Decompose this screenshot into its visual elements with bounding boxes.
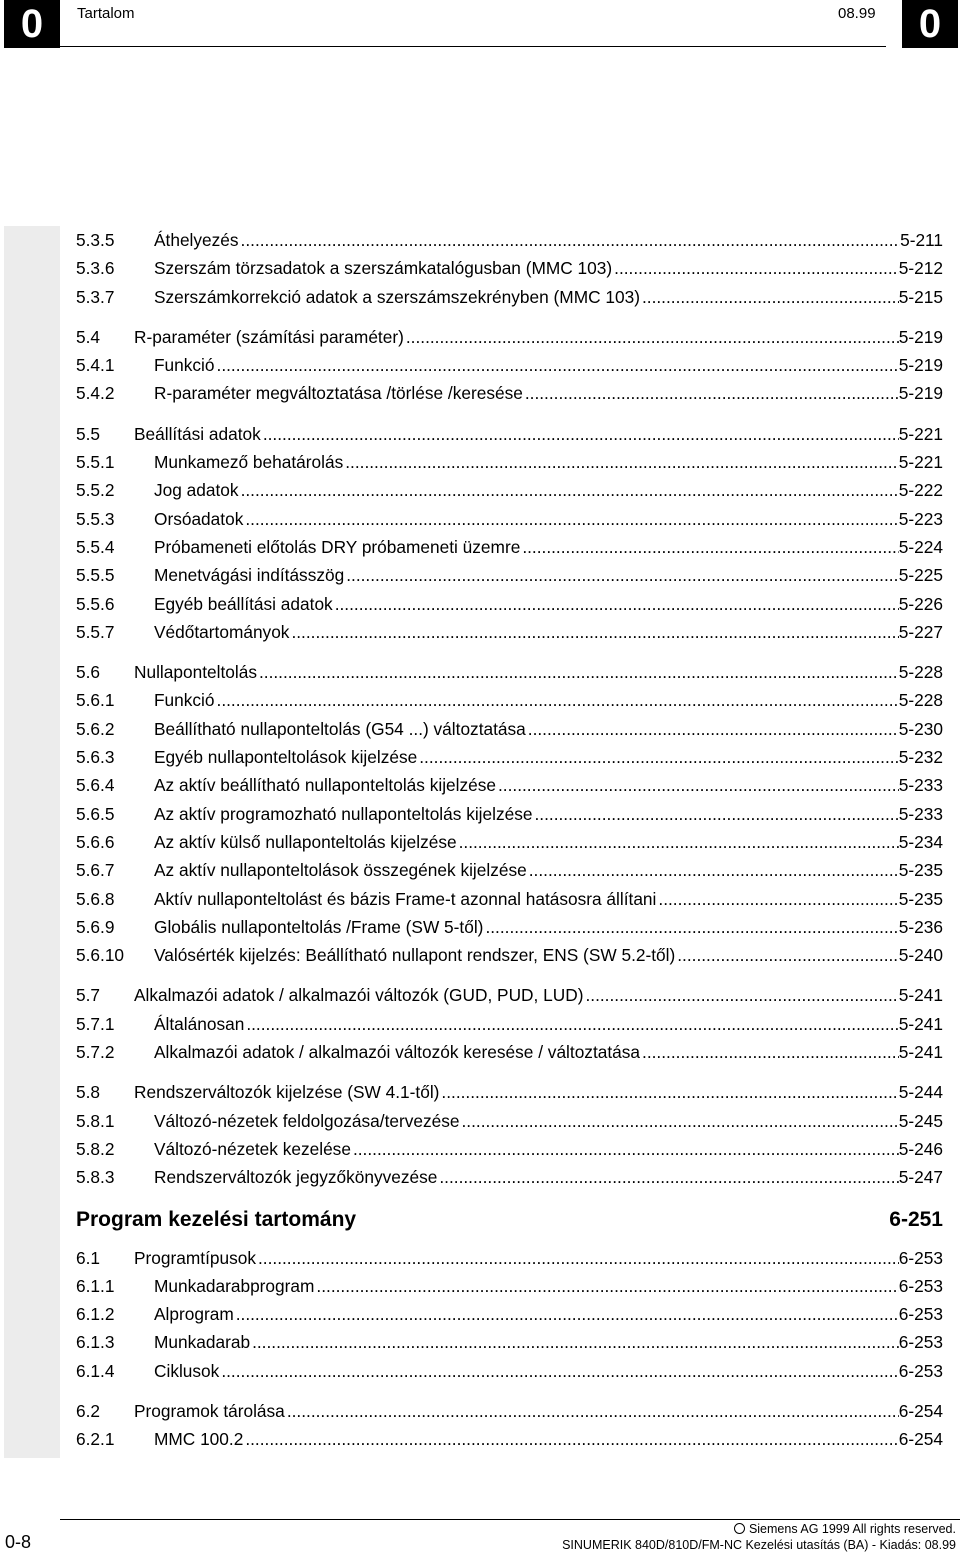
toc-gap (76, 311, 943, 323)
toc-leader-dots (221, 1357, 898, 1385)
toc-leader-dots (528, 715, 899, 743)
toc-entry-page: 5-233 (898, 775, 943, 796)
toc-leader-dots (485, 913, 898, 941)
toc-entry[interactable] (76, 1010, 943, 1038)
toc-entry-page: 5-241 (898, 985, 943, 1006)
toc-leader-dots (525, 379, 899, 407)
toc-entry-number: 5.6.2 (76, 718, 115, 739)
toc-entry-number: 5.6.9 (76, 916, 115, 937)
toc-entry-title: Védőtartományok (154, 618, 291, 646)
toc-entry-title: Globális nullaponteltolás /Frame (SW 5-től) (154, 913, 485, 941)
toc-entry-number: 5.7.2 (76, 1042, 115, 1063)
toc-entry[interactable] (76, 856, 943, 884)
toc-entry-page: 5-223 (898, 508, 943, 529)
toc-entry-page: 5-222 (898, 480, 943, 501)
toc-leader-dots (419, 743, 899, 771)
toc-entry[interactable] (76, 800, 943, 828)
toc-entry[interactable] (76, 771, 943, 799)
toc-entry-number: 5.3.5 (76, 230, 115, 250)
toc-leader-dots (258, 1244, 899, 1272)
toc-entry[interactable] (76, 379, 943, 407)
toc-entry-title: Orsóadatok (154, 505, 245, 533)
toc-entry-title: Munkamező behatárolás (154, 448, 345, 476)
toc-entry[interactable] (76, 226, 943, 254)
toc-leader-dots (217, 686, 899, 714)
toc-entry-number: 5.7.1 (76, 1013, 115, 1034)
toc-entry[interactable] (76, 1038, 943, 1066)
toc-entry-title: Beállítási adatok (134, 420, 263, 448)
toc-entry-number: 6.1.1 (76, 1275, 115, 1296)
toc-entry[interactable] (76, 254, 943, 282)
toc-entry-page: 5-232 (898, 747, 943, 768)
toc-entry-page: 6-253 (898, 1304, 943, 1325)
toc-entry-title: Rendszerváltozók jegyzőkönyvezése (154, 1163, 439, 1191)
toc-entry-number: 5.3.6 (76, 258, 115, 279)
toc-entry-title: Az aktív programozható nullaponteltolás kijelzése (154, 800, 534, 828)
toc-leader-dots (345, 448, 899, 476)
toc-leader-dots (406, 323, 899, 351)
toc-gap (76, 646, 943, 658)
header-section-title: Tartalom (77, 5, 135, 22)
toc-entry-number: 5.8.2 (76, 1138, 115, 1159)
toc-leader-dots (259, 658, 899, 686)
toc-entry-page: 5-228 (898, 662, 943, 683)
toc-entry-page: 5-240 (898, 945, 943, 966)
toc-entry[interactable] (76, 1272, 943, 1300)
toc-leader-dots (316, 1272, 898, 1300)
toc-entry-title: MMC 100.2 (154, 1425, 245, 1453)
toc-entry-page: 5-224 (898, 536, 943, 557)
toc-entry-title: R-paraméter (számítási paraméter) (134, 323, 406, 351)
toc-entry-page: 5-212 (898, 258, 943, 279)
toc-entry[interactable] (76, 1357, 943, 1385)
toc-entry-page: 5-245 (898, 1110, 943, 1131)
toc-leader-dots (246, 1010, 898, 1038)
toc-leader-dots (439, 1163, 898, 1191)
toc-leader-dots (346, 561, 899, 589)
toc-entry[interactable] (76, 1397, 943, 1425)
toc-entry[interactable] (76, 1078, 943, 1106)
toc-entry[interactable] (76, 828, 943, 856)
toc-entry[interactable] (76, 283, 943, 311)
toc-entry-number: 5.4.1 (76, 355, 115, 376)
toc-leader-dots (245, 1425, 898, 1453)
toc-leader-dots (498, 771, 899, 799)
toc-entry-page: 5-221 (898, 423, 943, 444)
toc-entry-page: 5-235 (898, 860, 943, 881)
toc-entry[interactable] (76, 686, 943, 714)
margin-strip (4, 226, 60, 1458)
toc-entry[interactable] (76, 715, 943, 743)
toc-entry[interactable] (76, 913, 943, 941)
toc-entry-number: 5.5.6 (76, 593, 115, 614)
table-of-contents (76, 226, 943, 1454)
toc-entry-number: 5.5.4 (76, 536, 115, 557)
toc-entry-number: 6.2.1 (76, 1429, 115, 1450)
toc-entry-number: 5.5.3 (76, 508, 115, 529)
toc-entry[interactable] (76, 941, 943, 969)
toc-entry-number: 5.7 (76, 985, 101, 1006)
toc-entry-page: 5-225 (898, 565, 943, 586)
toc-leader-dots (522, 533, 898, 561)
toc-entry[interactable] (76, 351, 943, 379)
toc-entry[interactable] (76, 618, 943, 646)
toc-entry-page: 6-253 (898, 1247, 943, 1268)
toc-gap (76, 969, 943, 981)
toc-entry-number: 5.4 (76, 326, 101, 347)
toc-entry-title: Funkció (154, 686, 217, 714)
toc-entry-page: 5-215 (898, 286, 943, 307)
toc-entry-page: 5-246 (898, 1138, 943, 1159)
toc-entry-number: 6.1.2 (76, 1304, 115, 1325)
toc-entry-title: Az aktív beállítható nullaponteltolás kijelzése (154, 771, 498, 799)
toc-entry-number: 5.5.7 (76, 621, 115, 642)
toc-leader-dots (241, 226, 901, 254)
toc-entry-number: 6.1 (76, 1247, 101, 1268)
chapter-box-right: 0 (902, 0, 958, 48)
toc-entry-title: Alkalmazói adatok / alkalmazói változók keresése / változtatása (154, 1038, 642, 1066)
toc-entry-number: 6.1.4 (76, 1360, 115, 1381)
toc-entry[interactable] (76, 1328, 943, 1356)
toc-entry-title: Áthelyezés (154, 226, 241, 254)
toc-entry-page: 5-241 (898, 1042, 943, 1063)
toc-entry-title: Beállítható nullaponteltolás (G54 ...) változtatása (154, 715, 528, 743)
toc-entry-title: Az aktív külső nullaponteltolás kijelzése (154, 828, 459, 856)
toc-entry[interactable] (76, 561, 943, 589)
header-date: 08.99 (838, 5, 876, 22)
header-rule (60, 46, 886, 47)
toc-entry[interactable] (76, 448, 943, 476)
toc-entry-title: Munkadarab (154, 1328, 252, 1356)
toc-entry-page: 5-219 (898, 355, 943, 376)
toc-entry-page: 5-219 (898, 383, 943, 404)
toc-entry[interactable] (76, 658, 943, 686)
toc-leader-dots (291, 618, 898, 646)
copyright-icon (734, 1523, 745, 1534)
toc-chapter-heading[interactable] (76, 1200, 943, 1240)
toc-entry-number: 5.8 (76, 1082, 101, 1103)
toc-entry-number: 5.6.3 (76, 747, 115, 768)
toc-entry-number: 5.6.5 (76, 803, 115, 824)
toc-entry-title: Jog adatok (154, 476, 241, 504)
toc-entry-title: Alkalmazói adatok / alkalmazói változók (GUD, PUD, LUD) (134, 981, 585, 1009)
toc-entry-number: 5.6.1 (76, 690, 115, 711)
toc-leader-dots (614, 254, 899, 282)
footer-rule (60, 1519, 960, 1520)
toc-entry-page: 5-211 (900, 230, 943, 250)
toc-entry[interactable] (76, 505, 943, 533)
toc-entry-number: 5.6 (76, 662, 101, 683)
toc-entry-number: 5.6.10 (76, 945, 125, 966)
chapter-page: 6-251 (889, 1207, 943, 1231)
toc-leader-dots (217, 351, 899, 379)
toc-entry-title: Munkadarabprogram (154, 1272, 316, 1300)
toc-entry-number: 5.4.2 (76, 383, 115, 404)
toc-leader-dots (252, 1328, 899, 1356)
toc-leader-dots (585, 981, 898, 1009)
toc-leader-dots (287, 1397, 899, 1425)
toc-entry-number: 5.6.8 (76, 888, 115, 909)
toc-entry-title: Rendszerváltozók kijelzése (SW 4.1-től) (134, 1078, 441, 1106)
footer-copyright (734, 1522, 956, 1536)
toc-entry-number: 6.2 (76, 1400, 101, 1421)
toc-entry-number: 5.6.6 (76, 831, 115, 852)
toc-entry-page: 6-254 (898, 1400, 943, 1421)
toc-entry-title: Alprogram (154, 1300, 236, 1328)
toc-entry-title: Változó-nézetek kezelése (154, 1135, 353, 1163)
toc-entry-number: 5.5.2 (76, 480, 115, 501)
toc-entry-number: 5.5 (76, 423, 101, 444)
toc-entry-title: Változó-nézetek feldolgozása/tervezése (154, 1107, 462, 1135)
toc-entry-title: Nullaponteltolás (134, 658, 259, 686)
toc-entry[interactable] (76, 476, 943, 504)
toc-entry-title: Egyéb nullaponteltolások kijelzése (154, 743, 419, 771)
toc-leader-dots (441, 1078, 898, 1106)
toc-entry-number: 5.5.5 (76, 565, 115, 586)
toc-entry[interactable] (76, 533, 943, 561)
toc-entry-title: Általánosan (154, 1010, 246, 1038)
toc-entry-title: Szerszámkorrekció adatok a szerszámszekrényben (MMC 103) (154, 283, 642, 311)
toc-entry[interactable] (76, 743, 943, 771)
toc-entry-number: 5.5.1 (76, 452, 115, 473)
chapter-box-left: 0 (4, 0, 60, 48)
toc-entry[interactable] (76, 1244, 943, 1272)
toc-entry-page: 6-253 (898, 1275, 943, 1296)
toc-entry-number: 6.1.3 (76, 1332, 115, 1353)
toc-entry[interactable] (76, 323, 943, 351)
toc-leader-dots (353, 1135, 899, 1163)
toc-entry[interactable] (76, 885, 943, 913)
toc-entry-title: Menetvágási indításszög (154, 561, 346, 589)
toc-entry-title: Aktív nullaponteltolást és bázis Frame-t azonnal hatásosra állítani (154, 885, 658, 913)
toc-entry-title: Valósérték kijelzés: Beállítható nullapont rendszer, ENS (SW 5.2-től) (154, 941, 677, 969)
toc-entry-page: 5-221 (898, 452, 943, 473)
footer-doc-title: SINUMERIK 840D/810D/FM-NC Kezelési utasítás (BA) - Kiadás: 08.99 (562, 1538, 956, 1552)
toc-entry-page: 5-227 (898, 621, 943, 642)
toc-entry-title: R-paraméter megváltoztatása /törlése /keresése (154, 379, 525, 407)
toc-entry-page: 5-247 (898, 1167, 943, 1188)
toc-entry[interactable] (76, 420, 943, 448)
toc-entry-number: 5.6.4 (76, 775, 115, 796)
toc-entry-title: Szerszám törzsadatok a szerszámkatalógusban (MMC 103) (154, 254, 614, 282)
toc-leader-dots (462, 1107, 899, 1135)
toc-leader-dots (245, 505, 898, 533)
toc-entry[interactable] (76, 590, 943, 618)
toc-gap (76, 1385, 943, 1397)
toc-entry[interactable] (76, 1135, 943, 1163)
toc-entry-page: 6-253 (898, 1332, 943, 1353)
toc-entry-page: 5-230 (898, 718, 943, 739)
toc-leader-dots (236, 1300, 899, 1328)
toc-leader-dots (534, 800, 898, 828)
toc-entry-page: 5-219 (898, 326, 943, 347)
toc-entry-title: Programok tárolása (134, 1397, 287, 1425)
toc-leader-dots (658, 885, 898, 913)
toc-entry-number: 5.8.1 (76, 1110, 115, 1131)
toc-leader-dots (677, 941, 899, 969)
toc-leader-dots (459, 828, 899, 856)
toc-entry-number: 5.6.7 (76, 860, 115, 881)
toc-leader-dots (335, 590, 899, 618)
toc-entry-title: Az aktív nullaponteltolások összegének kijelzése (154, 856, 529, 884)
toc-entry-page: 5-235 (898, 888, 943, 909)
footer-copyright-text: Siemens AG 1999 All rights reserved. (748, 1522, 956, 1536)
toc-entry[interactable] (76, 1107, 943, 1135)
toc-entry-page: 6-253 (898, 1360, 943, 1381)
toc-entry-page: 5-226 (898, 593, 943, 614)
toc-entry-page: 5-244 (898, 1082, 943, 1103)
toc-entry-title: Ciklusok (154, 1357, 221, 1385)
toc-entry[interactable] (76, 1425, 943, 1453)
toc-entry-number: 5.3.7 (76, 286, 115, 307)
toc-entry-page: 5-234 (898, 831, 943, 852)
toc-leader-dots (263, 420, 899, 448)
toc-leader-dots (529, 856, 899, 884)
toc-entry[interactable] (76, 1163, 943, 1191)
toc-leader-dots (642, 283, 899, 311)
toc-entry-title: Funkció (154, 351, 217, 379)
toc-entry-page: 5-236 (898, 916, 943, 937)
toc-entry-page: 5-228 (898, 690, 943, 711)
toc-entry-title: Egyéb beállítási adatok (154, 590, 335, 618)
toc-entry-page: 5-233 (898, 803, 943, 824)
toc-leader-dots (241, 476, 899, 504)
toc-gap (76, 1066, 943, 1078)
toc-entry[interactable] (76, 1300, 943, 1328)
toc-entry-page: 6-254 (898, 1429, 943, 1450)
toc-entry-title: Próbameneti előtolás DRY próbameneti üzemre (154, 533, 522, 561)
toc-leader-dots (642, 1038, 899, 1066)
toc-entry[interactable] (76, 981, 943, 1009)
toc-entry-page: 5-241 (898, 1013, 943, 1034)
chapter-title: Program kezelési tartomány (76, 1207, 357, 1231)
footer-page-number: 0-8 (5, 1532, 32, 1552)
toc-entry-title: Programtípusok (134, 1244, 258, 1272)
toc-gap (76, 408, 943, 420)
toc-entry-number: 5.8.3 (76, 1167, 115, 1188)
